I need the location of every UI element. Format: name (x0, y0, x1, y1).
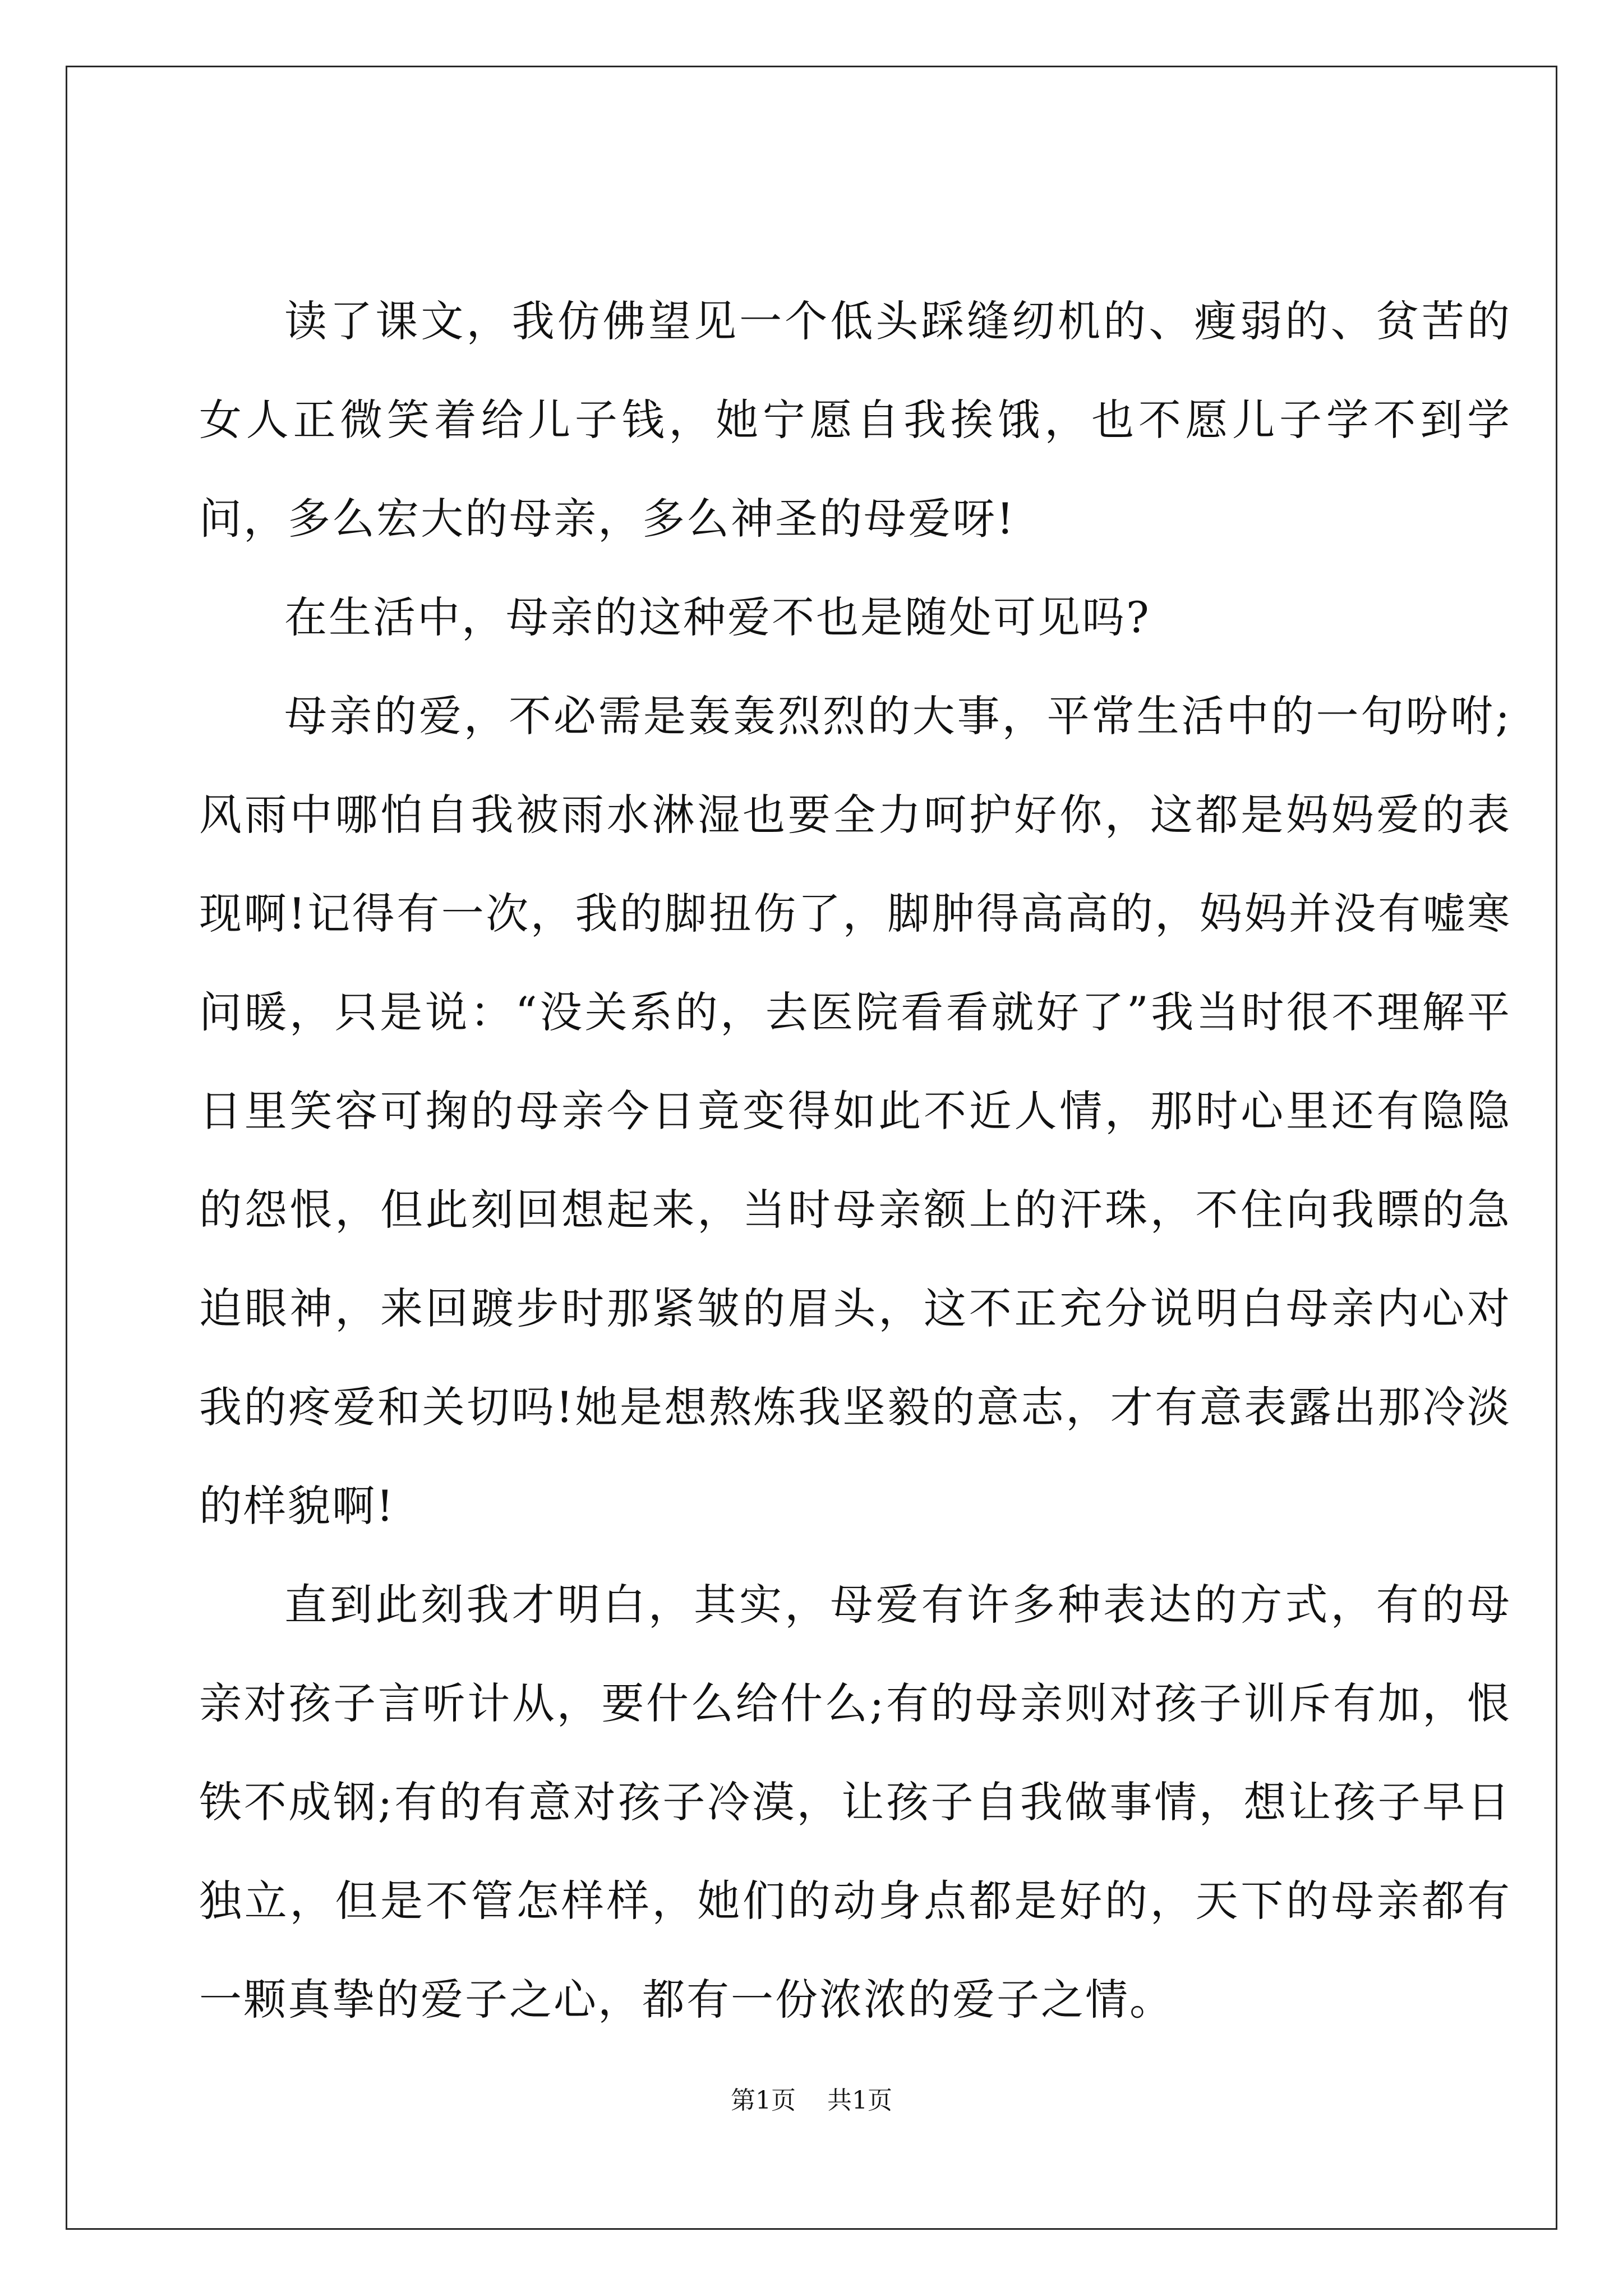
page-footer (0, 2084, 1623, 2118)
page-frame (66, 66, 1557, 2230)
document-body (199, 67, 1511, 2049)
paragraph-3: 母亲的爱，不必需是轰轰烈烈的大事，平常生活中的一句吩咐;风雨中哪怕自我被雨水淋湿也要全力呵护好你，这都是妈妈爱的表现啊!记得有一次，我的脚扭伤了，脚肿得高高的，妈妈并没有嘘寒问暖，只是说：“没关系的，去医院看看就好了”我当时很不理解平日里笑容可掬的母亲今日竟变得如此不近人情，那时心里还有隐隐的怨恨，但此刻回想起来，当时母亲额上的汗珠，不住向我瞟的急迫眼神，来回踱步时那紧皱的眉头，这不正充分说明白母亲内心对我的疼爱和关切吗!她是想熬炼我坚毅的意志，才有意表露出那冷淡的样貌啊! (199, 691, 1511, 1531)
page-number: 第1页 (731, 2086, 796, 2115)
paragraph-1: 读了课文，我仿佛望见一个低头踩缝纫机的、瘦弱的、贫苦的女人正微笑着给儿子钱，她宁愿自我挨饿，也不愿儿子学不到学问，多么宏大的母亲，多么神圣的母爱呀! (199, 296, 1511, 544)
paragraph-4: 直到此刻我才明白，其实，母爱有许多种表达的方式，有的母亲对孩子言听计从，要什么给什么;有的母亲则对孩子训斥有加，恨铁不成钢;有的有意对孩子冷漠，让孩子自我做事情，想让孩子早日独立，但是不管怎样样，她们的动身点都是好的，天下的母亲都有一颗真挚的爱子之心，都有一份浓浓的爱子之情。 (199, 1580, 1511, 2024)
paragraph-2: 在生活中，母亲的这种爱不也是随处可见吗? (284, 592, 1151, 642)
page-total: 共1页 (827, 2086, 892, 2115)
